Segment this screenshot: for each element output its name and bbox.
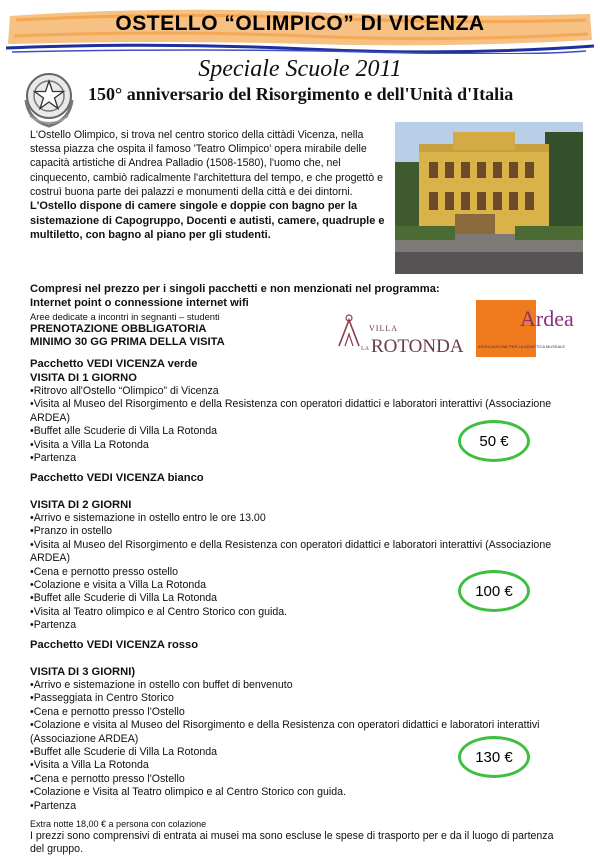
booking-required: PRENOTAZIONE OBBLIGATORIA — [30, 322, 207, 335]
ardea-logo — [476, 300, 592, 357]
villa-rotonda-logo — [329, 300, 469, 357]
rotonda-logo-text: ROTONDA — [371, 336, 464, 357]
package-duration: VISITA DI 3 GIORNI) — [30, 666, 136, 678]
intro-section — [30, 128, 390, 243]
footer-notes — [30, 818, 570, 857]
list-item: •Buffet alle Scuderie di Villa La Rotonda — [30, 425, 218, 438]
price-badge: 50 € — [458, 420, 530, 462]
list-item: •Visita al Museo del Risorgimento e della Resistenza con operatori didattici e laboratori interattivi (Associazione ARDEA) — [30, 538, 552, 565]
list-item: •Arrivo e sistemazione in ostello con buffet di benvenuto — [30, 679, 293, 691]
included-heading: Compresi nel prezzo per i singoli pacchetti e non menzionati nel programma: — [30, 283, 440, 295]
list-item: •Partenza — [30, 619, 77, 632]
list-item: •Cena e pernotto presso ostello — [30, 565, 178, 578]
list-item: •Visita a Villa La Rotonda — [30, 759, 149, 772]
list-item: •Cena e pernotto presso l'Ostello — [30, 705, 185, 718]
package-duration: VISITA DI 1 GIORNO — [30, 372, 137, 384]
list-item: •Ritrovo all'Ostello “Olimpico” di Vicenza — [30, 385, 219, 397]
italian-emblem-icon — [18, 66, 80, 132]
page-subtitle: Speciale Scuole 2011 — [198, 56, 402, 82]
ardea-logo-text: Ardea — [520, 306, 574, 331]
booking-deadline: MINIMO 30 GG PRIMA DELLA VISITA — [30, 336, 225, 349]
list-item: •Colazione e visita a Villa La Rotonda — [30, 579, 207, 592]
package-rosso — [30, 638, 590, 813]
hostel-photo — [395, 122, 583, 274]
list-item: •Arrivo e sistemazione in ostello entro le ore 13.00 — [30, 512, 266, 524]
package-title: Pacchetto VEDI VICENZA rosso — [30, 639, 199, 651]
list-item: •Buffet alle Scuderie di Villa La Rotonda — [30, 592, 218, 605]
list-item: •Cena e pernotto presso l'Ostello — [30, 772, 185, 785]
intro-paragraph: L'Ostello Olimpico, si trova nel centro storico della cittàdi Vicenza, nella stessa piazza che ospita il famoso 'Teatro Olimpico' opera mirabile delle capacità artistiche di Andrea Palladio (1508-1580), l'uomo che, nel cinquecento, cambiò radicalmente l'architettura del tempo, e che progettò e costruì buona parte dei palazzi e monumenti della città e dei dintorni. — [30, 129, 383, 198]
package-title: Pacchetto VEDI VICENZA bianco — [30, 472, 204, 484]
internet-line: Internet point o connessione internet wifi — [30, 296, 249, 309]
rotonda-logo-small-text: VILLA — [369, 324, 398, 333]
page-title: OSTELLO “OLIMPICO” DI VICENZA — [115, 12, 485, 35]
list-item: •Passeggiata in Centro Storico — [30, 692, 174, 705]
list-item: •Visita a Villa La Rotonda — [30, 438, 149, 451]
list-item: •Partenza — [30, 799, 77, 812]
package-title: Pacchetto VEDI VICENZA verde — [30, 358, 198, 370]
list-item: •Visita al Teatro olimpico e al Centro Storico con guida. — [30, 605, 288, 618]
prices-note: I prezzi sono comprensivi di entrata ai musei ma sono escluse le spese di trasporto per e da il luogo di partenza del gruppo. — [30, 830, 554, 856]
list-item: •Partenza — [30, 452, 77, 465]
rotonda-logo-la-text: LA — [361, 346, 369, 352]
list-item: •Pranzo in ostello — [30, 525, 113, 538]
list-item: •Buffet alle Scuderie di Villa La Rotonda — [30, 746, 218, 759]
areas-line: Aree dedicate a incontri in segnanti – studenti — [30, 310, 220, 322]
extra-nights-note: Extra notte 18,00 € a persona con colazione — [30, 819, 207, 829]
rooms-paragraph: L'Ostello dispone di camere singole e doppie con bagno per la sistemazione di Capogruppo, Docenti e autisti, camere, quadruple e multiletto, con bagno al piano per gli studenti. — [30, 200, 385, 242]
anniversary-headline: 150° anniversario del Risorgimento e dell'Unità d'Italia — [88, 84, 514, 104]
list-item: •Colazione e visita al Museo del Risorgimento e della Resistenza con operatori didattici e laboratori interattivi (Associazione ARDEA) — [30, 719, 540, 745]
price-badge: 100 € — [458, 570, 530, 612]
list-item: •Colazione e Visita al Teatro olimpico e al Centro Storico con guida. — [30, 786, 347, 799]
price-badge: 130 € — [458, 736, 530, 778]
ardea-logo-tagline: ASSOCIAZIONE PER LA DIDATTICA MUSEALE — [478, 344, 566, 349]
list-item: •Visita al Museo del Risorgimento e della Resistenza con operatori didattici e laboratori interattivi (Associazione ARDEA) — [30, 398, 552, 424]
package-duration: VISITA DI 2 GIORNI — [30, 499, 132, 511]
